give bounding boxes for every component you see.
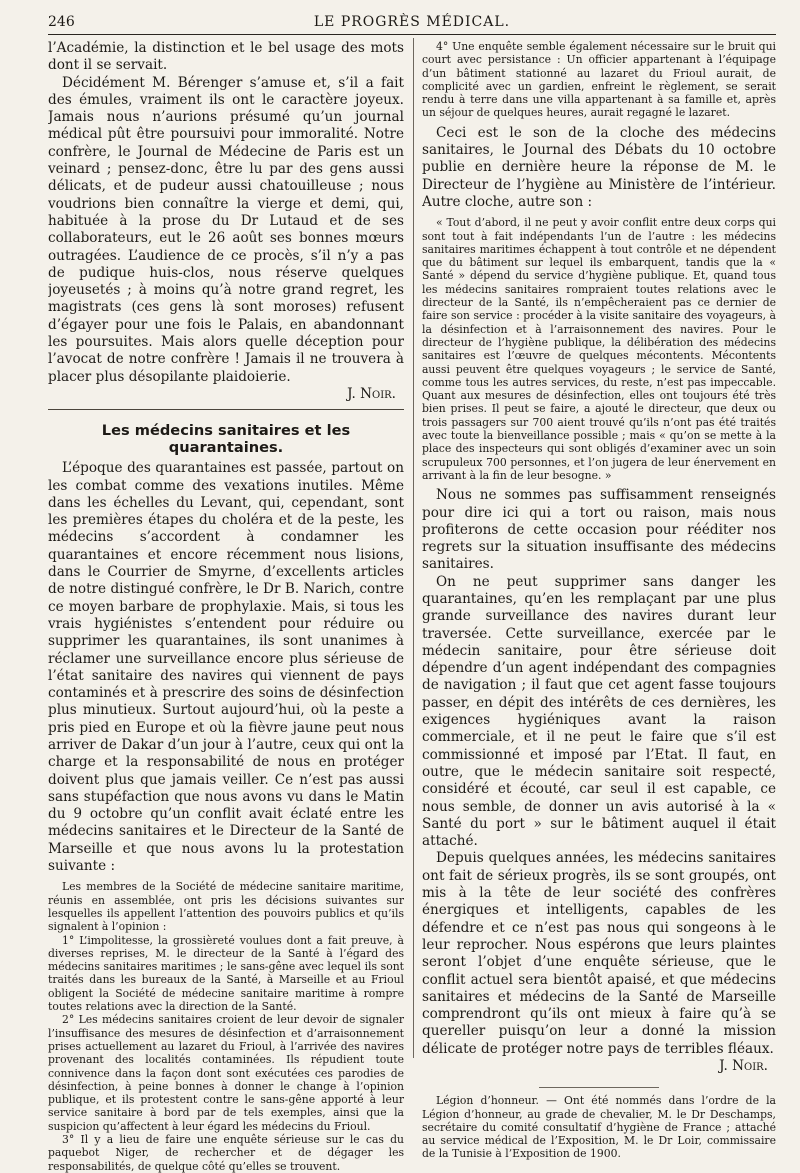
paragraph: Nous ne sommes pas suffisamment renseignés pour dire ici qui a tort ou raison, mais nous profiterons de cette occasion pour rééditer nos regrets sur la situation insuffisante des médecins sanitaires. bbox=[422, 487, 776, 573]
journal-title: LE PROGRÈS MÉDICAL. bbox=[313, 14, 511, 30]
quoted-paragraph: 4° Une enquête semble également nécessaire sur le bruit qui court avec persistance : Un officier appartenant à l’équipage d’un bâtiment stationné au lazaret du Frioul aurait, de complicité avec un gardien, enfreint le règlement, se serait rendu à terre dans une villa appartenant à sa famille et, après un séjour de quelques heures, aurait regagné le lazaret. bbox=[422, 40, 776, 120]
paragraph: L’époque des quarantaines est passée, partout on les combat comme des vexations inutiles. Même dans les échelles du Levant, qui, cependant, sont les premières étapes du choléra et de la peste, les médecins s’accordent à condamner les quarantaines et encore récemment nous lisions, dans le Courrier de Smyrne, d’excellents articles de notre distingué confrère, le Dr B. Narich, contre ce moyen barbare de prophylaxie. Mais, si tous les vrais hygiénistes s’entendent pour réduire ou supprimer les quarantaines, ils sont unanimes à réclamer une surveillance encore plus sérieuse de l’état sanitaire des navires qui viennent de pays contaminés et à prescrire des soins de désinfection plus minutieux. Surtout aujourd’hui, où la peste a pris pied en Europe et où la fièvre jaune peut nous arriver de Dakar d’un jour à l’autre, ceux qui ont la charge et la responsabilité de nous en protéger doivent plus que jamais veiller. Ce n’est pas aussi sans stupéfaction que nous avons vu dans le Matin du 9 octobre qu’un conflit avait éclaté entre les médecins sanitaires et le Directeur de la Santé de Marseille et que nous avons lu la protestation suivante : bbox=[48, 460, 404, 875]
left-column bbox=[48, 40, 404, 1173]
right-column bbox=[422, 40, 776, 1161]
paragraph: Depuis quelques années, les médecins sanitaires ont fait de sérieux progrès, ils se sont groupés, ont mis à la tête de leur société des confrères énergiques et intelligents, capables de les défendre et ce n’est pas nous qui songeons à le leur reprocher. Nous espérons que leurs plaintes seront l’objet d’une enquête sérieuse, que le conflit actuel sera bientôt apaisé, et que médecins sanitaires et médecins de la Santé de Marseille comprendront qu’ils ont mieux à faire qu’à se quereller puisqu’on leur a donné la mission délicate de protéger notre pays de terribles fléaux. bbox=[422, 850, 776, 1057]
paragraph: l’Académie, la distinction et le bel usage des mots dont il se servait. bbox=[48, 40, 404, 74]
separator-rule bbox=[539, 1087, 659, 1088]
section-title: Les médecins sanitaires et les quarantaines. bbox=[101, 422, 351, 457]
header-rule bbox=[48, 34, 776, 35]
paragraph: On ne peut supprimer sans danger les quarantaines, qu’en les remplaçant par une plus grande surveillance des navires durant leur traversée. Cette surveillance, exercée par le médecin sanitaire, pour être sérieuse doit dépendre d’un agent indépendant des compagnies de navigation ; il faut que cet agent fasse toujours passer, en dépit des intérêts de ces dernières, les exigences hygiéniques avant la raison commerciale, et il ne peut le faire que s’il est commissionné et imposé par l’Etat. Il faut, en outre, que le médecin sanitaire soit respecté, considéré et écouté, car seul il est capable, ce nous semble, de donner un avis autorisé à la « Santé du port » sur le bâtiment auquel il était attaché. bbox=[422, 573, 776, 850]
quoted-paragraph: Les membres de la Société de médecine sanitaire maritime, réunis en assemblée, ont pris les décisions suivantes sur lesquelles ils appellent l’attention des pouvoirs publics et qu’ils signalent à l’opinion : bbox=[48, 880, 404, 934]
paragraph: Ceci est le son de la cloche des médecins sanitaires, le Journal des Débats du 10 octobre publie en dernière heure la réponse de M. le Directeur de l’hygiène au Ministère de l’intérieur. Autre cloche, autre son : bbox=[422, 124, 776, 210]
quoted-paragraph: « Tout d’abord, il ne peut y avoir conflit entre deux corps qui sont tout à fait indépendants l’un de l’autre : les médecins sanitaires maritimes échappent à tout contrôle et ne dépendent que du bâtiment sur lequel ils embarquent, tandis que la « Santé » dépend du service d’hygiène publique. Et, quand tous les médecins sanitaires rompraient toutes relations avec le directeur de la Santé, ils n’empêcheraient pas ce dernier de faire son service : procéder à la visite sanitaire des voyageurs, à la désinfection et à l’arraisonnement des navires. Pour le directeur de l’hygiène publique, la délibération des médecins sanitaires est l’œuvre de quelques mécontents. Mécontents aussi peuvent être quelques voyageurs ; le service de Santé, comme tous les autres services, du reste, n’est pas impeccable. Quant aux mesures de désinfection, elles ont toujours été très bien prises. Il peut se faire, a ajouté le directeur, que deux ou trois passagers sur 700 aient trouvé qu’ils n’ont pas été traités avec toute la bienveillance possible ; mais « qu’on se mette à la place des inspecteurs qui sont obligés d’examiner avec un soin scrupuleux 700 personnes, et l’on jugera de leur énervement en arrivant à la fin de leur besogne. » bbox=[422, 216, 776, 482]
quoted-paragraph: 2° Les médecins sanitaires croient de leur devoir de signaler l’insuffisance des mesures de désinfection et d’arraisonnement prises actuellement au lazaret du Frioul, à l’arrivée des navires provenant des localités contaminées. Ils répudient toute connivence dans la façon dont sont exécutées ces parodies de désinfection, à peine bonnes à donner le change à l’opinion publique, et ils protestent contre le sans-gêne apporté à leur service sanitaire à bord par de tels exemples, ainsi que la suspicion qu’affectent à leur égard les médecins du Frioul. bbox=[48, 1013, 404, 1133]
signature: J. Noir. bbox=[347, 385, 396, 402]
quoted-paragraph: 1° L’impolitesse, la grossièreté voulues dont a fait preuve, à diverses reprises, M. le directeur de la Santé à l’égard des médecins sanitaires maritimes ; le sans-gêne avec lequel ils sont traités dans les bureaux de la Santé, à Marseille et au Frioul obligent la Société de médecine sanitaire maritime à rompre toutes relations avec la direction de la Santé. bbox=[48, 933, 404, 1014]
column-divider bbox=[413, 38, 414, 1058]
section-rule bbox=[48, 409, 404, 410]
page-header bbox=[48, 14, 776, 36]
page-number: 246 bbox=[48, 14, 75, 30]
signature: J. Noir. bbox=[719, 1058, 768, 1074]
paragraph: Décidément M. Bérenger s’amuse et, s’il a fait des émules, vraiment ils ont le caractère joyeux. Jamais nous n’aurions présumé qu’un journal médical pût être poursuivi pour immoralité. Notre confrère, le Journal de Médecine de Paris est un veinard ; pensez-donc, être lu par des gens aussi délicats, et de pudeur aussi chatouilleuse ; nous voudrions bien connaître la vierge et demi, qui, habituée à la prose du Dr Lutaud et de ses collaborateurs, eut le 26 août ses bonnes mœurs outragées. L’audience de ce procès, s’il n’y a pas de pudique huis-clos, nous réserve quelques joyeusetés ; à moins qu’à notre grand regret, les magistrats (ces gens là sont moroses) refusent d’égayer pour une fois le Palais, en abandonnant les poursuites. Mais alors quelle déception pour l’avocat de notre confrère ! Jamais il ne trouvera à placer plus désopilante plaidoierie. bbox=[48, 74, 404, 385]
quoted-paragraph: 3° Il y a lieu de faire une enquête sérieuse sur le cas du paquebot Niger, de rechercher et de dégager les responsabilités, de quelque côté qu’elles se trouvent. bbox=[48, 1133, 404, 1173]
news-item-legion-honneur: Légion d’honneur. — Ont été nommés dans l’ordre de la Légion d’honneur, au grade de chevalier, M. le Dr Deschamps, secrétaire du comité consultatif d’hygiène de France ; attaché au service médical de l’Exposition, M. le Dr Loir, commissaire de la Tunisie à l’Exposition de 1900. bbox=[422, 1094, 776, 1161]
